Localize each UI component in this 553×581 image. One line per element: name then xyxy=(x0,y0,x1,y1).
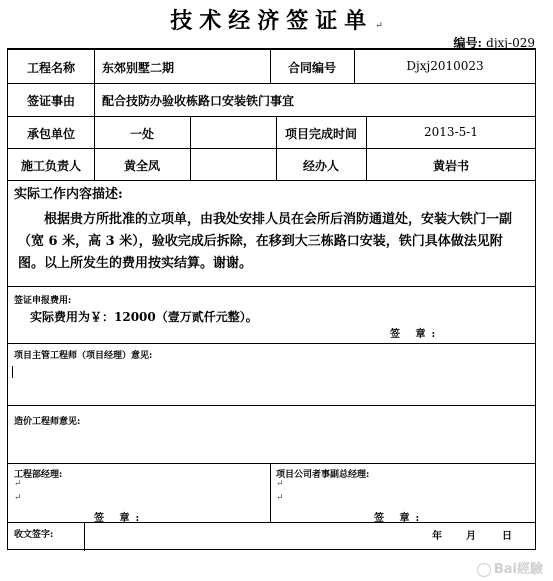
construction-lead-value: 黄全凤 xyxy=(123,159,160,173)
handler-label: 经办人 xyxy=(302,159,339,173)
work-description-heading: 实际工作内容描述: xyxy=(14,187,123,202)
handler-value: 黄岩书 xyxy=(432,159,469,173)
project-name-value: 东郊别墅二期 xyxy=(102,61,175,75)
contractor-value: 一处 xyxy=(129,127,154,141)
table-rule xyxy=(8,116,535,117)
paragraph-mark-icon: ↵ xyxy=(276,479,284,489)
fee-seal-label: 签 章: xyxy=(390,329,442,340)
receipt-year-label: 年 xyxy=(432,531,442,542)
receipt-heading: 收文签字: xyxy=(14,530,54,540)
text-cursor[interactable] xyxy=(12,366,13,378)
document-title xyxy=(0,4,553,35)
visa-reason-value: 配合技防办验收栋路口安装铁门事宜 xyxy=(102,94,295,108)
visa-reason-label: 签证事由 xyxy=(26,94,75,108)
visa-form xyxy=(7,48,536,550)
table-rule xyxy=(8,83,535,84)
watermark-text: Bai經驗 xyxy=(493,562,543,577)
engineering-dept-heading: 工程部经理: xyxy=(14,470,63,480)
document-number-label: 编号: xyxy=(453,36,482,50)
paragraph-mark-icon: ↵ xyxy=(14,479,22,489)
contract-number-label: 合同编号 xyxy=(287,61,336,75)
company-manager-heading: 项目公司者事副总经理: xyxy=(276,470,370,480)
fee-heading: 签证申报费用: xyxy=(14,296,72,306)
engineering-dept-seal-label: 签 章: xyxy=(94,513,146,524)
contractor-label: 承包单位 xyxy=(26,127,75,141)
table-rule xyxy=(8,148,535,149)
work-description-body: 根据贵方所批准的立项单，由我处安排人员在会所后消防通道处，安装大铁门一副（宽 6 米，高 3 米），验收完成后拆除，在移到大三栋路口安装，铁门具体做法见附图。以上所发生的费用按实结算。谢谢。 xyxy=(18,212,513,271)
table-rule xyxy=(8,343,535,344)
paragraph-mark-icon: ↵ xyxy=(14,493,22,503)
construction-lead-label: 施工负责人 xyxy=(20,159,81,173)
receipt-day-label: 日 xyxy=(502,531,512,542)
document-number-value: djxj-029 xyxy=(486,36,535,50)
watermark xyxy=(477,558,543,577)
completion-time-value: 2013-5-1 xyxy=(424,125,478,139)
table-rule xyxy=(8,180,535,181)
project-name-label: 工程名称 xyxy=(26,61,75,75)
fee-amount: 实际费用为￥：12000（壹万贰仟元整）。 xyxy=(30,310,258,324)
table-rule xyxy=(8,522,535,523)
receipt-month-label: 月 xyxy=(466,531,476,542)
table-rule xyxy=(8,49,535,50)
paragraph-mark-icon: ↵ xyxy=(276,493,284,503)
paw-logo-icon xyxy=(477,563,491,577)
cost-engineer-heading: 造价工程师意见: xyxy=(14,417,81,427)
table-rule xyxy=(84,522,85,551)
table-rule xyxy=(8,286,535,287)
table-rule xyxy=(270,463,271,522)
engineer-opinion-heading: 项目主管工程师（项目经理）意见: xyxy=(14,351,153,361)
table-rule xyxy=(8,463,535,464)
table-rule xyxy=(190,116,191,180)
paragraph-mark-icon: ↵ xyxy=(375,21,383,31)
document-title-text: 技术经济签证单 xyxy=(170,8,374,34)
contract-number-value: Djxj2010023 xyxy=(406,59,484,73)
company-manager-seal-label: 签 章: xyxy=(374,513,426,524)
table-rule xyxy=(8,405,535,406)
completion-time-label: 项目完成时间 xyxy=(284,127,357,141)
